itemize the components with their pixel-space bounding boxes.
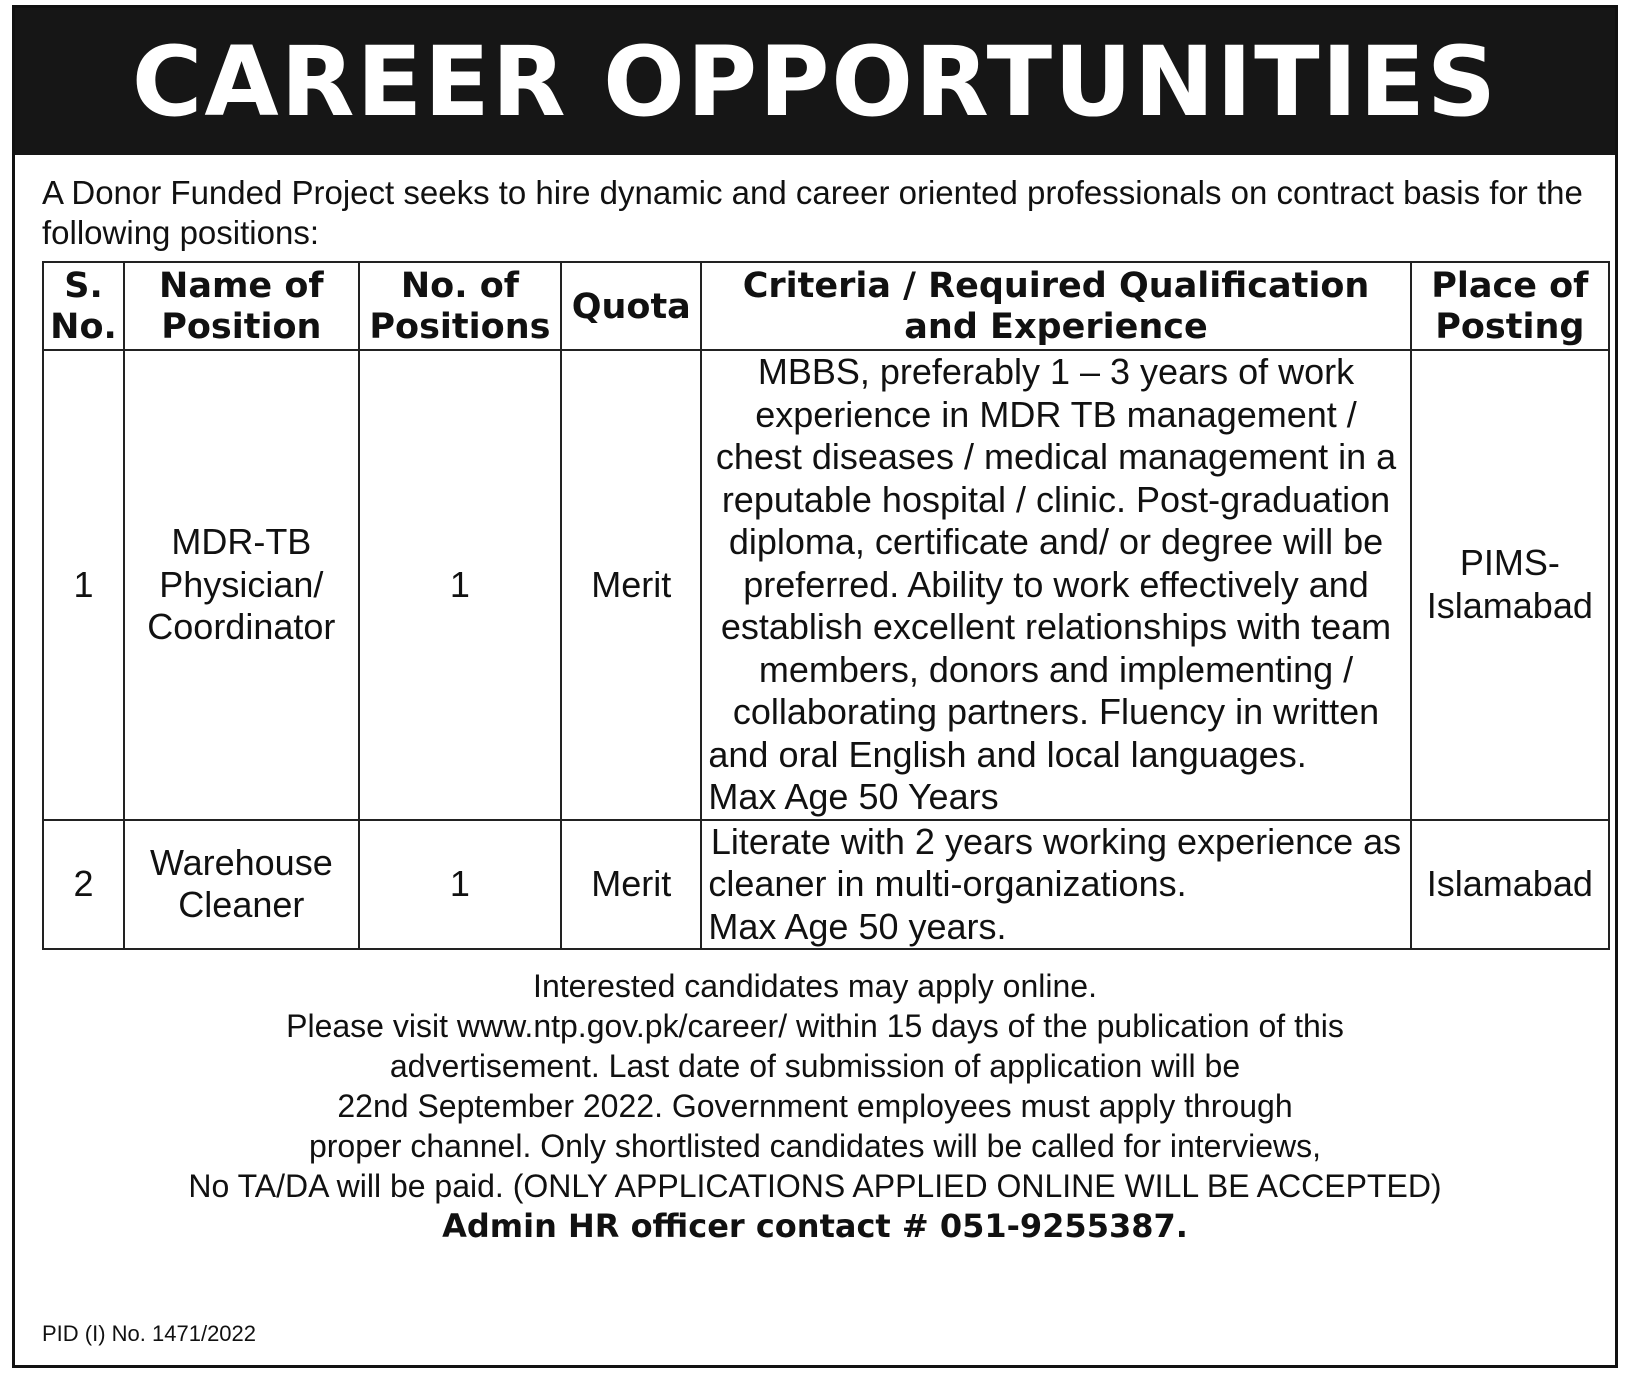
row-position-count: 1 [359, 820, 562, 950]
row-place: Islamabad [1411, 820, 1609, 950]
row-quota: Merit [561, 820, 701, 950]
positions-table [42, 261, 1610, 950]
max-age: Max Age 50 Years [708, 776, 999, 817]
row-place: PIMS-Islamabad [1411, 350, 1609, 820]
header-place: Place of Posting [1411, 262, 1609, 350]
header-quota: Quota [561, 262, 701, 350]
header-position-name: Name of Position [124, 262, 359, 350]
row-position-name: Warehouse Cleaner [124, 820, 359, 950]
row-sno: 2 [43, 820, 124, 950]
hr-contact: Admin HR officer contact # 051-9255387. [442, 1207, 1188, 1245]
row-position-name: MDR-TB Physician/ Coordinator [124, 350, 359, 820]
criteria-text: Literate with 2 years working experience as cleaner in multi-organizations. [708, 820, 1402, 904]
max-age: Max Age 50 years. [708, 905, 1007, 947]
header-criteria: Criteria / Required Qualification and Experience [701, 262, 1410, 350]
row-quota: Merit [561, 350, 701, 820]
row-criteria [701, 820, 1410, 950]
pid-number: PID (I) No. 1471/2022 [42, 1321, 257, 1346]
row-criteria [701, 350, 1410, 820]
row-position-count: 1 [359, 350, 562, 820]
application-instructions [15, 966, 1615, 1246]
instruction-line: Please visit www.ntp.gov.pk/career/ within 15 days of the publication of this [286, 1008, 1344, 1044]
instruction-line: No TA/DA will be paid. (ONLY APPLICATIONS APPLIED ONLINE WILL BE ACCEPTED) [188, 1168, 1442, 1204]
table-header-row [43, 262, 1609, 350]
intro-text: A Donor Funded Project seeks to hire dynamic and career oriented professionals on contract basis for the following positions: [42, 174, 1583, 251]
criteria-text: MBBS, preferably 1 – 3 years of work experience in MDR TB management / chest diseases / medical management in a reputable hospital / clinic. Post-graduation diploma, certificate and/ or degree will be preferred. Ability to work effectively and establish excellent relationships with team members, donors and implementing / collaborating partners. Fluency in written and oral English and local languages. [708, 351, 1397, 775]
advertisement [12, 5, 1618, 1368]
instruction-line: Interested candidates may apply online. [533, 968, 1097, 1004]
table-row [43, 820, 1609, 950]
instruction-line: advertisement. Last date of submission of application will be [389, 1048, 1241, 1084]
instruction-line: 22nd September 2022. Government employees must apply through [337, 1088, 1293, 1124]
header-position-count: No. of Positions [359, 262, 562, 350]
header-sno: S. No. [43, 262, 124, 350]
table-row [43, 350, 1609, 820]
instruction-line: proper channel. Only shortlisted candidates will be called for interviews, [308, 1128, 1322, 1164]
banner-title: CAREER OPPORTUNITIES [15, 8, 1615, 155]
row-sno: 1 [43, 350, 124, 820]
